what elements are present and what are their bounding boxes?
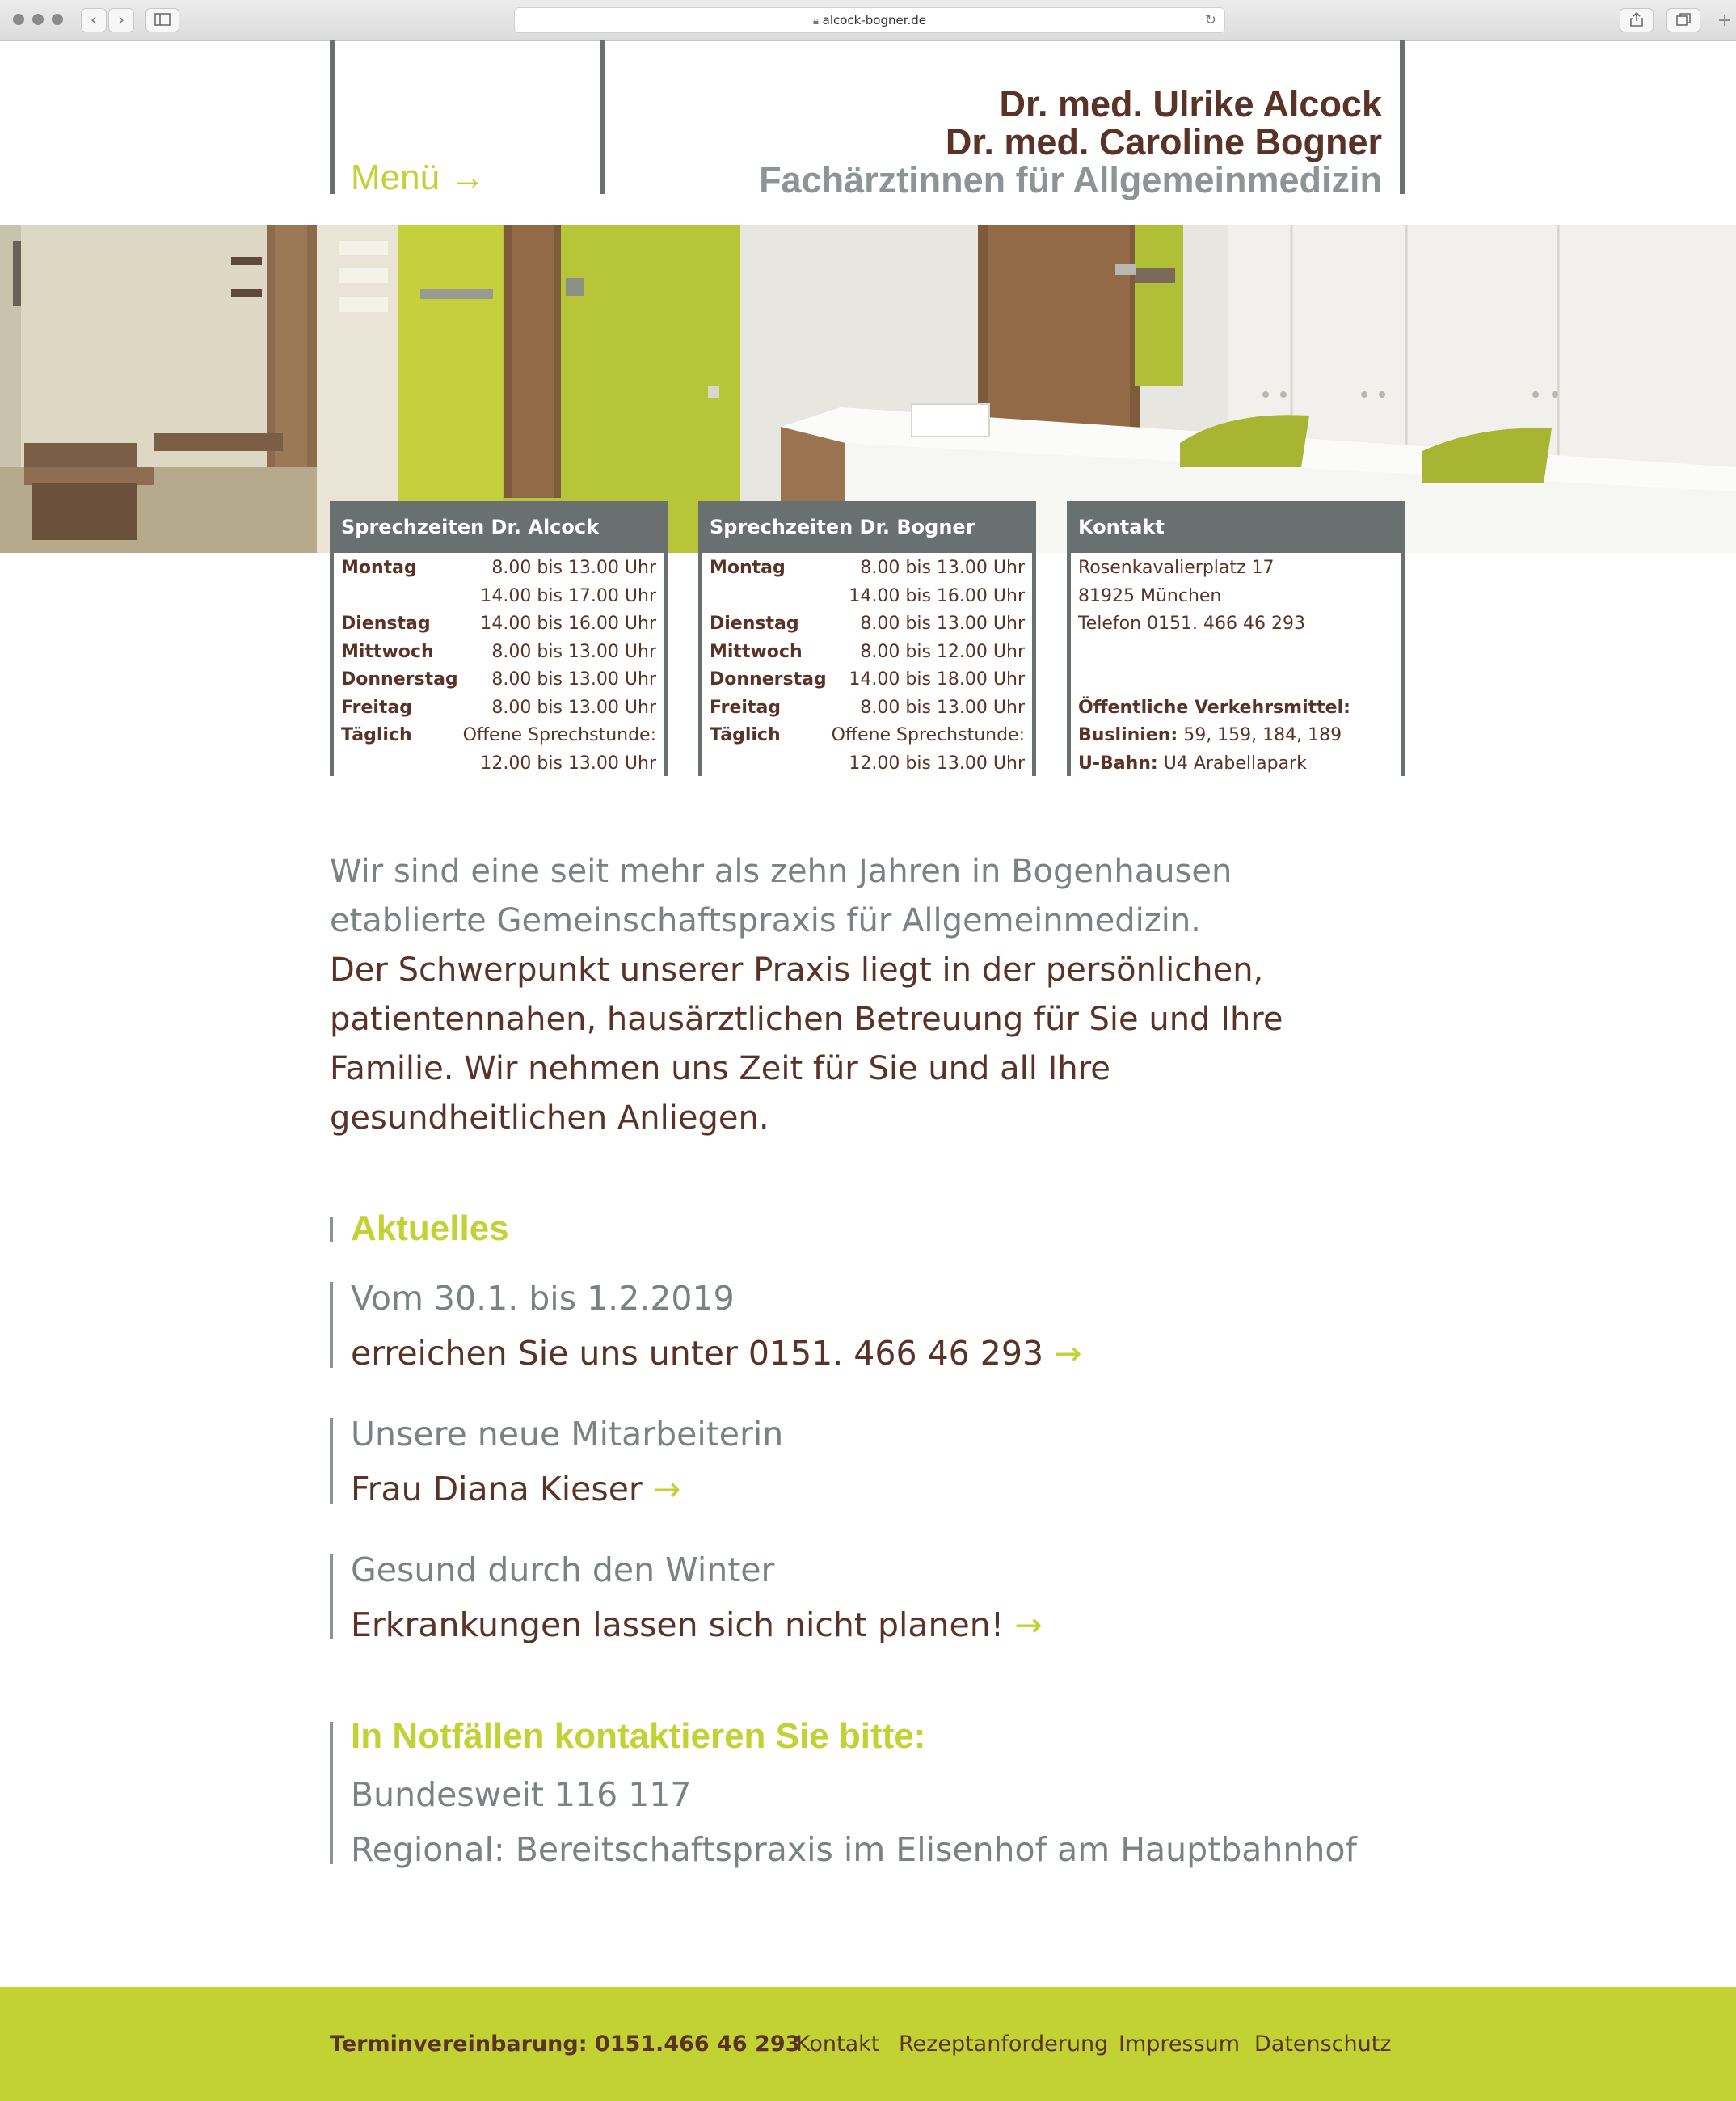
hours-box-bogner: [698, 501, 1036, 776]
browser-toolbar: [0, 0, 1736, 41]
menu-button[interactable]: [351, 154, 485, 202]
chevron-left-icon: ‹: [91, 10, 97, 29]
header-divider-right: [1400, 40, 1405, 194]
hours-row: Dienstag 8.00 bis 13.00 Uhr: [710, 614, 1025, 634]
header-divider-left: [330, 40, 335, 194]
hours-row: 12.00 bis 13.00 Uhr: [480, 753, 656, 774]
hours-row: 12.00 bis 13.00 Uhr: [849, 753, 1025, 774]
footer: [0, 1987, 1736, 2101]
doctor-name-bogner: Dr. med. Caroline Bogner: [945, 121, 1382, 162]
news-item-link[interactable]: erreichen Sie uns unter 0151. 466 46 293 →: [351, 1334, 1082, 1373]
practice-subtitle: Fachärztinnen für Allgemeinmedizin: [759, 159, 1382, 200]
footer-link-rezeptanforderung[interactable]: Rezeptanforderung: [899, 2031, 1109, 2057]
close-window-dot[interactable]: [13, 14, 24, 25]
footer-link-impressum[interactable]: Impressum: [1119, 2031, 1241, 2057]
footer-link-datenschutz[interactable]: Datenschutz: [1254, 2031, 1392, 2057]
hours-row: Montag 8.00 bis 13.00 Uhr: [710, 558, 1025, 578]
lock-icon: 🔒︎: [812, 15, 819, 27]
news-item-title: Unsere neue Mitarbeiterin: [351, 1415, 784, 1453]
contact-box: [1067, 501, 1405, 776]
contact-phone[interactable]: Telefon 0151. 466 46 293: [1078, 614, 1305, 634]
transit-bus: Buslinien: 59, 159, 184, 189: [1078, 725, 1342, 745]
intro-line: patientennahen, hausärztlichen Betreuung für Sie und Ihre: [330, 1001, 1283, 1038]
arrow-right-icon: →: [449, 158, 486, 197]
arrow-right-icon: →: [1054, 1334, 1082, 1373]
emergency-line: Bundesweit 116 117: [351, 1775, 692, 1814]
sidebar-icon: [154, 13, 171, 26]
news-item-title: Gesund durch den Winter: [351, 1550, 775, 1589]
contact-street: Rosenkavalierplatz 17: [1078, 558, 1275, 578]
hours-row: 14.00 bis 17.00 Uhr: [480, 585, 656, 606]
intro-line: Der Schwerpunkt unserer Praxis liegt in der persönlichen,: [330, 951, 1264, 989]
news-item-title: Vom 30.1. bis 1.2.2019: [351, 1279, 735, 1318]
intro-line: Familie. Wir nehmen uns Zeit für Sie und all Ihre: [330, 1050, 1110, 1087]
hours-row: Freitag 8.00 bis 13.00 Uhr: [341, 697, 656, 718]
emergency-line: Regional: Bereitschaftspraxis im Elisenhof am Hauptbahnhof: [351, 1830, 1357, 1869]
forward-button[interactable]: [108, 8, 134, 32]
contact-box-title: Kontakt: [1067, 501, 1405, 553]
hours-row: Donnerstag 8.00 bis 13.00 Uhr: [341, 669, 656, 690]
share-icon: [1630, 12, 1643, 27]
intro-line: Wir sind eine seit mehr als zehn Jahren in Bogenhausen: [330, 853, 1232, 890]
sidebar-toggle-button[interactable]: [145, 8, 179, 32]
hours-row: Täglich Offene Sprechstunde:: [341, 725, 656, 745]
hours-row: Freitag 8.00 bis 13.00 Uhr: [710, 697, 1025, 718]
intro-line: gesundheitlichen Anliegen.: [330, 1099, 769, 1137]
reload-icon[interactable]: ↻: [1204, 12, 1216, 28]
menu-label: Menü: [351, 158, 440, 197]
address-bar[interactable]: [514, 7, 1225, 33]
hours-row: Montag 8.00 bis 13.00 Uhr: [341, 558, 656, 578]
footer-appointment[interactable]: Terminvereinbarung: 0151.466 46 293: [330, 2031, 801, 2057]
news-item-link[interactable]: Frau Diana Kieser →: [351, 1470, 681, 1508]
emergency-heading: In Notfällen kontaktieren Sie bitte:: [351, 1716, 926, 1756]
hours-row: Mittwoch 8.00 bis 13.00 Uhr: [341, 641, 656, 662]
hours-row: Täglich Offene Sprechstunde:: [710, 725, 1025, 745]
transit-ubahn: U-Bahn: U4 Arabellapark: [1078, 753, 1307, 774]
arrow-right-icon: →: [1014, 1605, 1043, 1644]
news-heading: Aktuelles: [351, 1209, 509, 1248]
new-tab-button[interactable]: +: [1717, 11, 1733, 31]
footer-link-kontakt[interactable]: Kontakt: [796, 2031, 880, 2057]
chevron-right-icon: ›: [118, 10, 124, 29]
doctor-name-alcock: Dr. med. Ulrike Alcock: [999, 83, 1382, 124]
url-text: alcock-bogner.de: [822, 13, 927, 27]
hours-row: Mittwoch 8.00 bis 12.00 Uhr: [710, 641, 1025, 662]
header-divider-middle: [600, 40, 605, 194]
back-button[interactable]: [81, 8, 107, 32]
hours-row: Dienstag 14.00 bis 16.00 Uhr: [341, 614, 656, 634]
hours-row: Donnerstag 14.00 bis 18.00 Uhr: [710, 669, 1025, 690]
hours-box-alcock: [330, 501, 668, 776]
transit-heading: Öffentliche Verkehrsmittel:: [1078, 697, 1350, 718]
tabs-icon: [1676, 13, 1691, 26]
hours-box-title: Sprechzeiten Dr. Alcock: [330, 501, 668, 553]
share-button[interactable]: [1620, 8, 1654, 32]
zoom-window-dot[interactable]: [52, 14, 63, 25]
intro-line: etablierte Gemeinschaftspraxis für Allgemeinmedizin.: [330, 902, 1201, 939]
tabs-overview-button[interactable]: [1666, 8, 1700, 32]
hours-row: 14.00 bis 16.00 Uhr: [849, 585, 1025, 606]
arrow-right-icon: →: [652, 1470, 681, 1508]
news-item-link[interactable]: Erkrankungen lassen sich nicht planen! →: [351, 1605, 1043, 1644]
minimize-window-dot[interactable]: [32, 14, 44, 25]
contact-city: 81925 München: [1078, 585, 1222, 606]
hours-box-title: Sprechzeiten Dr. Bogner: [698, 501, 1036, 553]
